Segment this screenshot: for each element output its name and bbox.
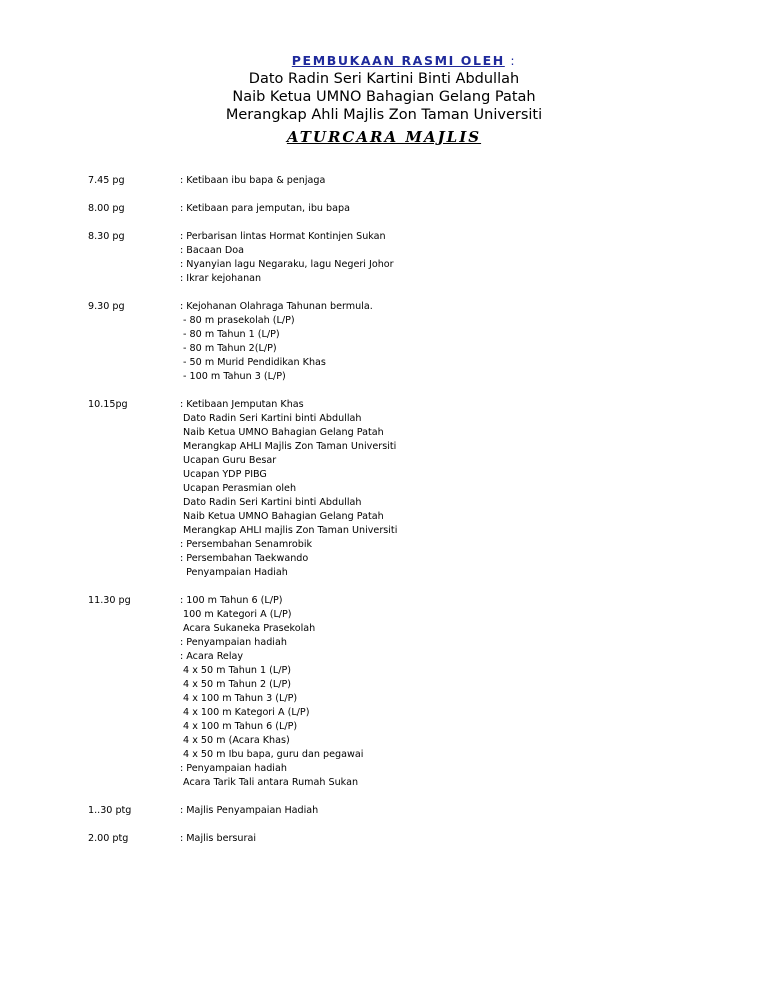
schedule-item: 4 x 50 m Tahun 1 (L/P) bbox=[180, 665, 292, 676]
opening-colon: : bbox=[510, 53, 517, 68]
schedule-block bbox=[88, 174, 728, 188]
schedule-item: Ucapan YDP PIBG bbox=[180, 469, 267, 480]
schedule-item: Acara Tarik Tali antara Rumah Sukan bbox=[180, 777, 359, 788]
schedule-block bbox=[88, 230, 728, 286]
schedule-item: 100 m Kategori A (L/P) bbox=[180, 609, 292, 620]
schedule-time: 2.00 ptg bbox=[88, 833, 129, 844]
schedule-item: 4 x 50 m Tahun 2 (L/P) bbox=[180, 679, 292, 690]
schedule-items bbox=[180, 832, 728, 846]
schedule-block bbox=[88, 300, 728, 384]
schedule-item: : Ikrar kejohanan bbox=[180, 273, 262, 284]
schedule-item: : Acara Relay bbox=[180, 651, 244, 662]
schedule-time: 7.45 pg bbox=[88, 175, 125, 186]
schedule-item: 4 x 50 m (Acara Khas) bbox=[180, 735, 290, 746]
schedule-item: - 80 m Tahun 2(L/P) bbox=[180, 343, 277, 354]
schedule-item: - 50 m Murid Pendidikan Khas bbox=[180, 357, 326, 368]
schedule-item: : Kejohanan Olahraga Tahunan bermula. bbox=[180, 301, 373, 312]
schedule-item: Dato Radin Seri Kartini binti Abdullah bbox=[180, 497, 362, 508]
schedule-item: : Majlis bersurai bbox=[180, 833, 256, 844]
schedule-item: Ucapan Guru Besar bbox=[180, 455, 277, 466]
schedule-item: Merangkap AHLI majlis Zon Taman Universiti bbox=[180, 525, 398, 536]
schedule-item: - 80 m prasekolah (L/P) bbox=[180, 315, 295, 326]
schedule-block bbox=[88, 202, 728, 216]
schedule-items bbox=[180, 230, 728, 286]
schedule-item: Penyampaian Hadiah bbox=[180, 567, 288, 578]
schedule-item: : Majlis Penyampaian Hadiah bbox=[180, 805, 319, 816]
schedule-item: : Ketibaan para jemputan, ibu bapa bbox=[180, 203, 350, 214]
schedule-item: : Nyanyian lagu Negaraku, lagu Negeri Johor bbox=[180, 259, 394, 270]
schedule-item: : Perbarisan lintas Hormat Kontinjen Sukan bbox=[180, 231, 386, 242]
schedule-item: 4 x 50 m Ibu bapa, guru dan pegawai bbox=[180, 749, 364, 760]
schedule-item: Ucapan Perasmian oleh bbox=[180, 483, 297, 494]
schedule-items bbox=[180, 804, 728, 818]
schedule-block bbox=[88, 398, 728, 580]
schedule-time: 1..30 ptg bbox=[88, 805, 132, 816]
schedule-item: 4 x 100 m Tahun 3 (L/P) bbox=[180, 693, 298, 704]
schedule-item: : 100 m Tahun 6 (L/P) bbox=[180, 595, 283, 606]
schedule-time: 8.30 pg bbox=[88, 231, 125, 242]
opening-line bbox=[40, 52, 768, 70]
schedule-items bbox=[180, 594, 728, 790]
schedule-item: - 100 m Tahun 3 (L/P) bbox=[180, 371, 286, 382]
schedule-item: : Persembahan Senamrobik bbox=[180, 539, 313, 550]
schedule-item: 4 x 100 m Tahun 6 (L/P) bbox=[180, 721, 298, 732]
schedule-item: Naib Ketua UMNO Bahagian Gelang Patah bbox=[180, 427, 384, 438]
schedule-time: 11.30 pg bbox=[88, 595, 131, 606]
officiator-position: Naib Ketua UMNO Bahagian Gelang Patah bbox=[232, 89, 536, 105]
schedule-time: 8.00 pg bbox=[88, 203, 125, 214]
schedule-time: 9.30 pg bbox=[88, 301, 125, 312]
agenda-title: ATURCARA MAJLIS bbox=[286, 128, 482, 146]
schedule-item: : Persembahan Taekwando bbox=[180, 553, 309, 564]
schedule-item: : Ketibaan Jemputan Khas bbox=[180, 399, 304, 410]
schedule-item: Dato Radin Seri Kartini binti Abdullah bbox=[180, 413, 362, 424]
schedule-items bbox=[180, 174, 728, 188]
schedule-items bbox=[180, 202, 728, 216]
schedule-item: : Penyampaian hadiah bbox=[180, 763, 287, 774]
schedule-item: : Ketibaan ibu bapa & penjaga bbox=[180, 175, 326, 186]
schedule-items bbox=[180, 398, 728, 580]
schedule-item: Acara Sukaneka Prasekolah bbox=[180, 623, 316, 634]
schedule-items bbox=[180, 300, 728, 384]
schedule-block bbox=[88, 832, 728, 846]
schedule-item: Naib Ketua UMNO Bahagian Gelang Patah bbox=[180, 511, 384, 522]
schedule-block bbox=[88, 804, 728, 818]
schedule-list bbox=[88, 174, 728, 860]
schedule-block bbox=[88, 594, 728, 790]
schedule-item: Merangkap AHLI Majlis Zon Taman Universiti bbox=[180, 441, 397, 452]
schedule-item: 4 x 100 m Kategori A (L/P) bbox=[180, 707, 310, 718]
officiator-name: Dato Radin Seri Kartini Binti Abdullah bbox=[248, 71, 520, 87]
document-header bbox=[0, 52, 768, 147]
schedule-time: 10.15pg bbox=[88, 399, 128, 410]
officiator-position-2: Merangkap Ahli Majlis Zon Taman Universiti bbox=[225, 107, 543, 123]
schedule-item: : Penyampaian hadiah bbox=[180, 637, 287, 648]
opening-label: PEMBUKAAN RASMI OLEH bbox=[291, 53, 505, 68]
schedule-item: : Bacaan Doa bbox=[180, 245, 245, 256]
schedule-item: - 80 m Tahun 1 (L/P) bbox=[180, 329, 280, 340]
